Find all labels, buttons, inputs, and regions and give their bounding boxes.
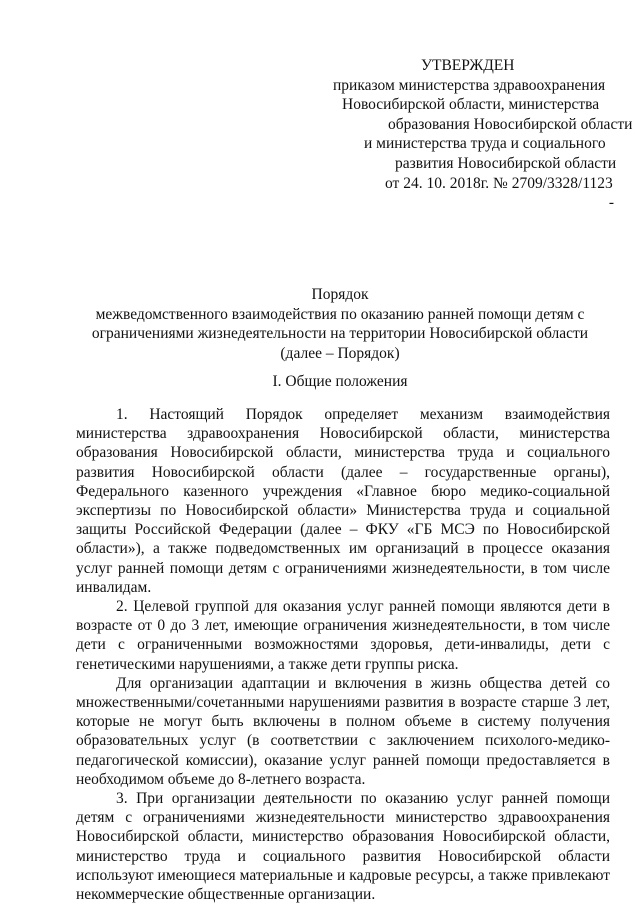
title-line: (далее – Порядок) <box>280 344 400 362</box>
approval-line: от 24. 10. 2018г. № 2709/3328/1123 <box>385 174 613 192</box>
approval-line: - <box>608 194 614 212</box>
paragraph: 1. Настоящий Порядок определяет механизм взаимодействия министерства здравоохранения Новосибирской области, министерства образования Новосибирской области, министерства труда и социального развития Новосибирской области (далее – государственные органы), Федерального казенного учреждения «Главное бюро медико-социальной экспертизы по Новосибирской области» Министерства труда и социальной защиты Российской Федерации (далее – ФКУ «ГБ МСЭ по Новосибирской области»), а также подведомственных им организаций в процессе оказания услуг ранней помощи детям с ограничениями жизнедеятельности, в том числе инвалидам. <box>76 406 610 596</box>
approval-line: развития Новосибирской области <box>395 154 617 172</box>
approval-line: и министерства труда и социального <box>364 135 606 153</box>
approval-line: Новосибирской области, министерства <box>342 96 600 114</box>
paragraph: 2. Целевой группой для оказания услуг ранней помощи являются дети в возрасте от 0 до 3 лет, имеющие ограничения жизнедеятельности, в том числе дети с ограниченными возможностями здоровья, дети-инвалиды, дети с генетическими нарушениями, а также дети группы риска. <box>76 598 610 673</box>
title-line: межведомственного взаимодействия по оказанию ранней помощи детям с <box>95 305 585 323</box>
title-line: Порядок <box>311 286 369 303</box>
approval-line: образования Новосибирской области <box>388 115 633 133</box>
document-body <box>76 405 610 904</box>
paragraph: Для организации адаптации и включения в жизнь общества детей со множественными/сочетанными нарушениями развития в возрасте старше 3 лет, которые не могут быть включены в полном объеме в систему получения образовательных услуг (в соответствии с заключением психолого-медико-педагогической комиссии), оказание услуг ранней помощи предоставляется в необходимом объеме до 8-летнего возраста. <box>76 674 610 788</box>
approval-line: приказом министерства здравоохранения <box>333 76 606 94</box>
document-title <box>60 285 620 363</box>
title-line: ограничениями жизнедеятельности на территории Новосибирской области <box>91 325 589 343</box>
approval-stamp <box>300 56 633 213</box>
approval-line: УТВЕРЖДЕН <box>421 57 515 74</box>
section-heading: I. Общие положения <box>272 373 408 390</box>
paragraph: 3. При организации деятельности по оказанию услуг ранней помощи детям с ограничениями жизнедеятельности министерство здравоохранения Новосибирской области, министерство образования Новосибирской области, министерство труда и социального развития Новосибирской области используют имеющиеся материальные и кадровые ресурсы, а также привлекают некоммерческие общественные организации. <box>76 790 610 904</box>
